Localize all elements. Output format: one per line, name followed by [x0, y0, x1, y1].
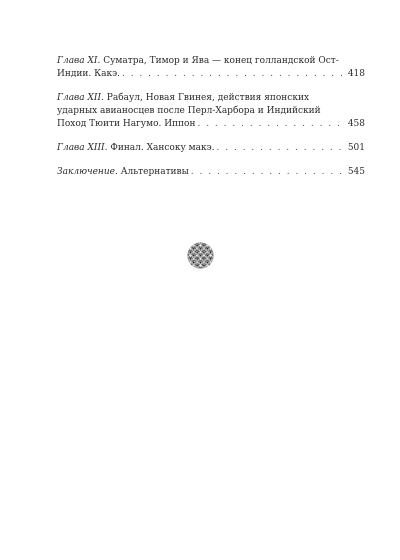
chapter-title-line: ударных авианосцев после Перл-Харбора и Индийский — [57, 106, 321, 116]
chapter-title-line: Поход Тюити Нагумо. Иппон — [57, 119, 196, 129]
toc-entry-chapter-11[interactable] — [57, 55, 365, 81]
chapter-title-line: Альтернативы — [120, 167, 189, 177]
page-number: 458 — [347, 119, 365, 129]
toc-line — [57, 142, 365, 155]
toc-entry-conclusion[interactable] — [57, 166, 365, 179]
toc-line — [57, 105, 365, 118]
chapter-label: Глава XIII. — [57, 143, 108, 153]
toc-entry-chapter-12[interactable] — [57, 92, 365, 131]
toc-entry-chapter-13[interactable] — [57, 142, 365, 155]
dot-leader — [122, 68, 346, 81]
seigaiha-wave-icon — [187, 242, 214, 269]
dot-leader — [191, 166, 346, 179]
chapter-title-line: Суматра, Тимор и Ява — конец голландской Ост- — [103, 56, 339, 66]
toc-line — [57, 166, 365, 179]
dot-leader — [197, 118, 345, 131]
toc-line — [57, 55, 365, 68]
table-of-contents — [57, 55, 365, 190]
chapter-label: Заключение. — [57, 167, 118, 177]
toc-line — [57, 118, 365, 131]
toc-line — [57, 68, 365, 81]
page-number: 418 — [347, 69, 365, 79]
toc-line — [57, 92, 365, 105]
chapter-label: Глава XII. — [57, 93, 104, 103]
chapter-title-line: Рабаул, Новая Гвинея, действия японских — [106, 93, 310, 103]
page-number: 501 — [347, 143, 365, 153]
dot-leader — [217, 142, 346, 155]
chapter-title-line: Индии. Какэ. — [57, 69, 120, 79]
page-number: 545 — [347, 167, 365, 177]
chapter-label: Глава XI. — [57, 56, 101, 66]
chapter-title-line: Финал. Хансоку макэ. — [110, 143, 215, 153]
